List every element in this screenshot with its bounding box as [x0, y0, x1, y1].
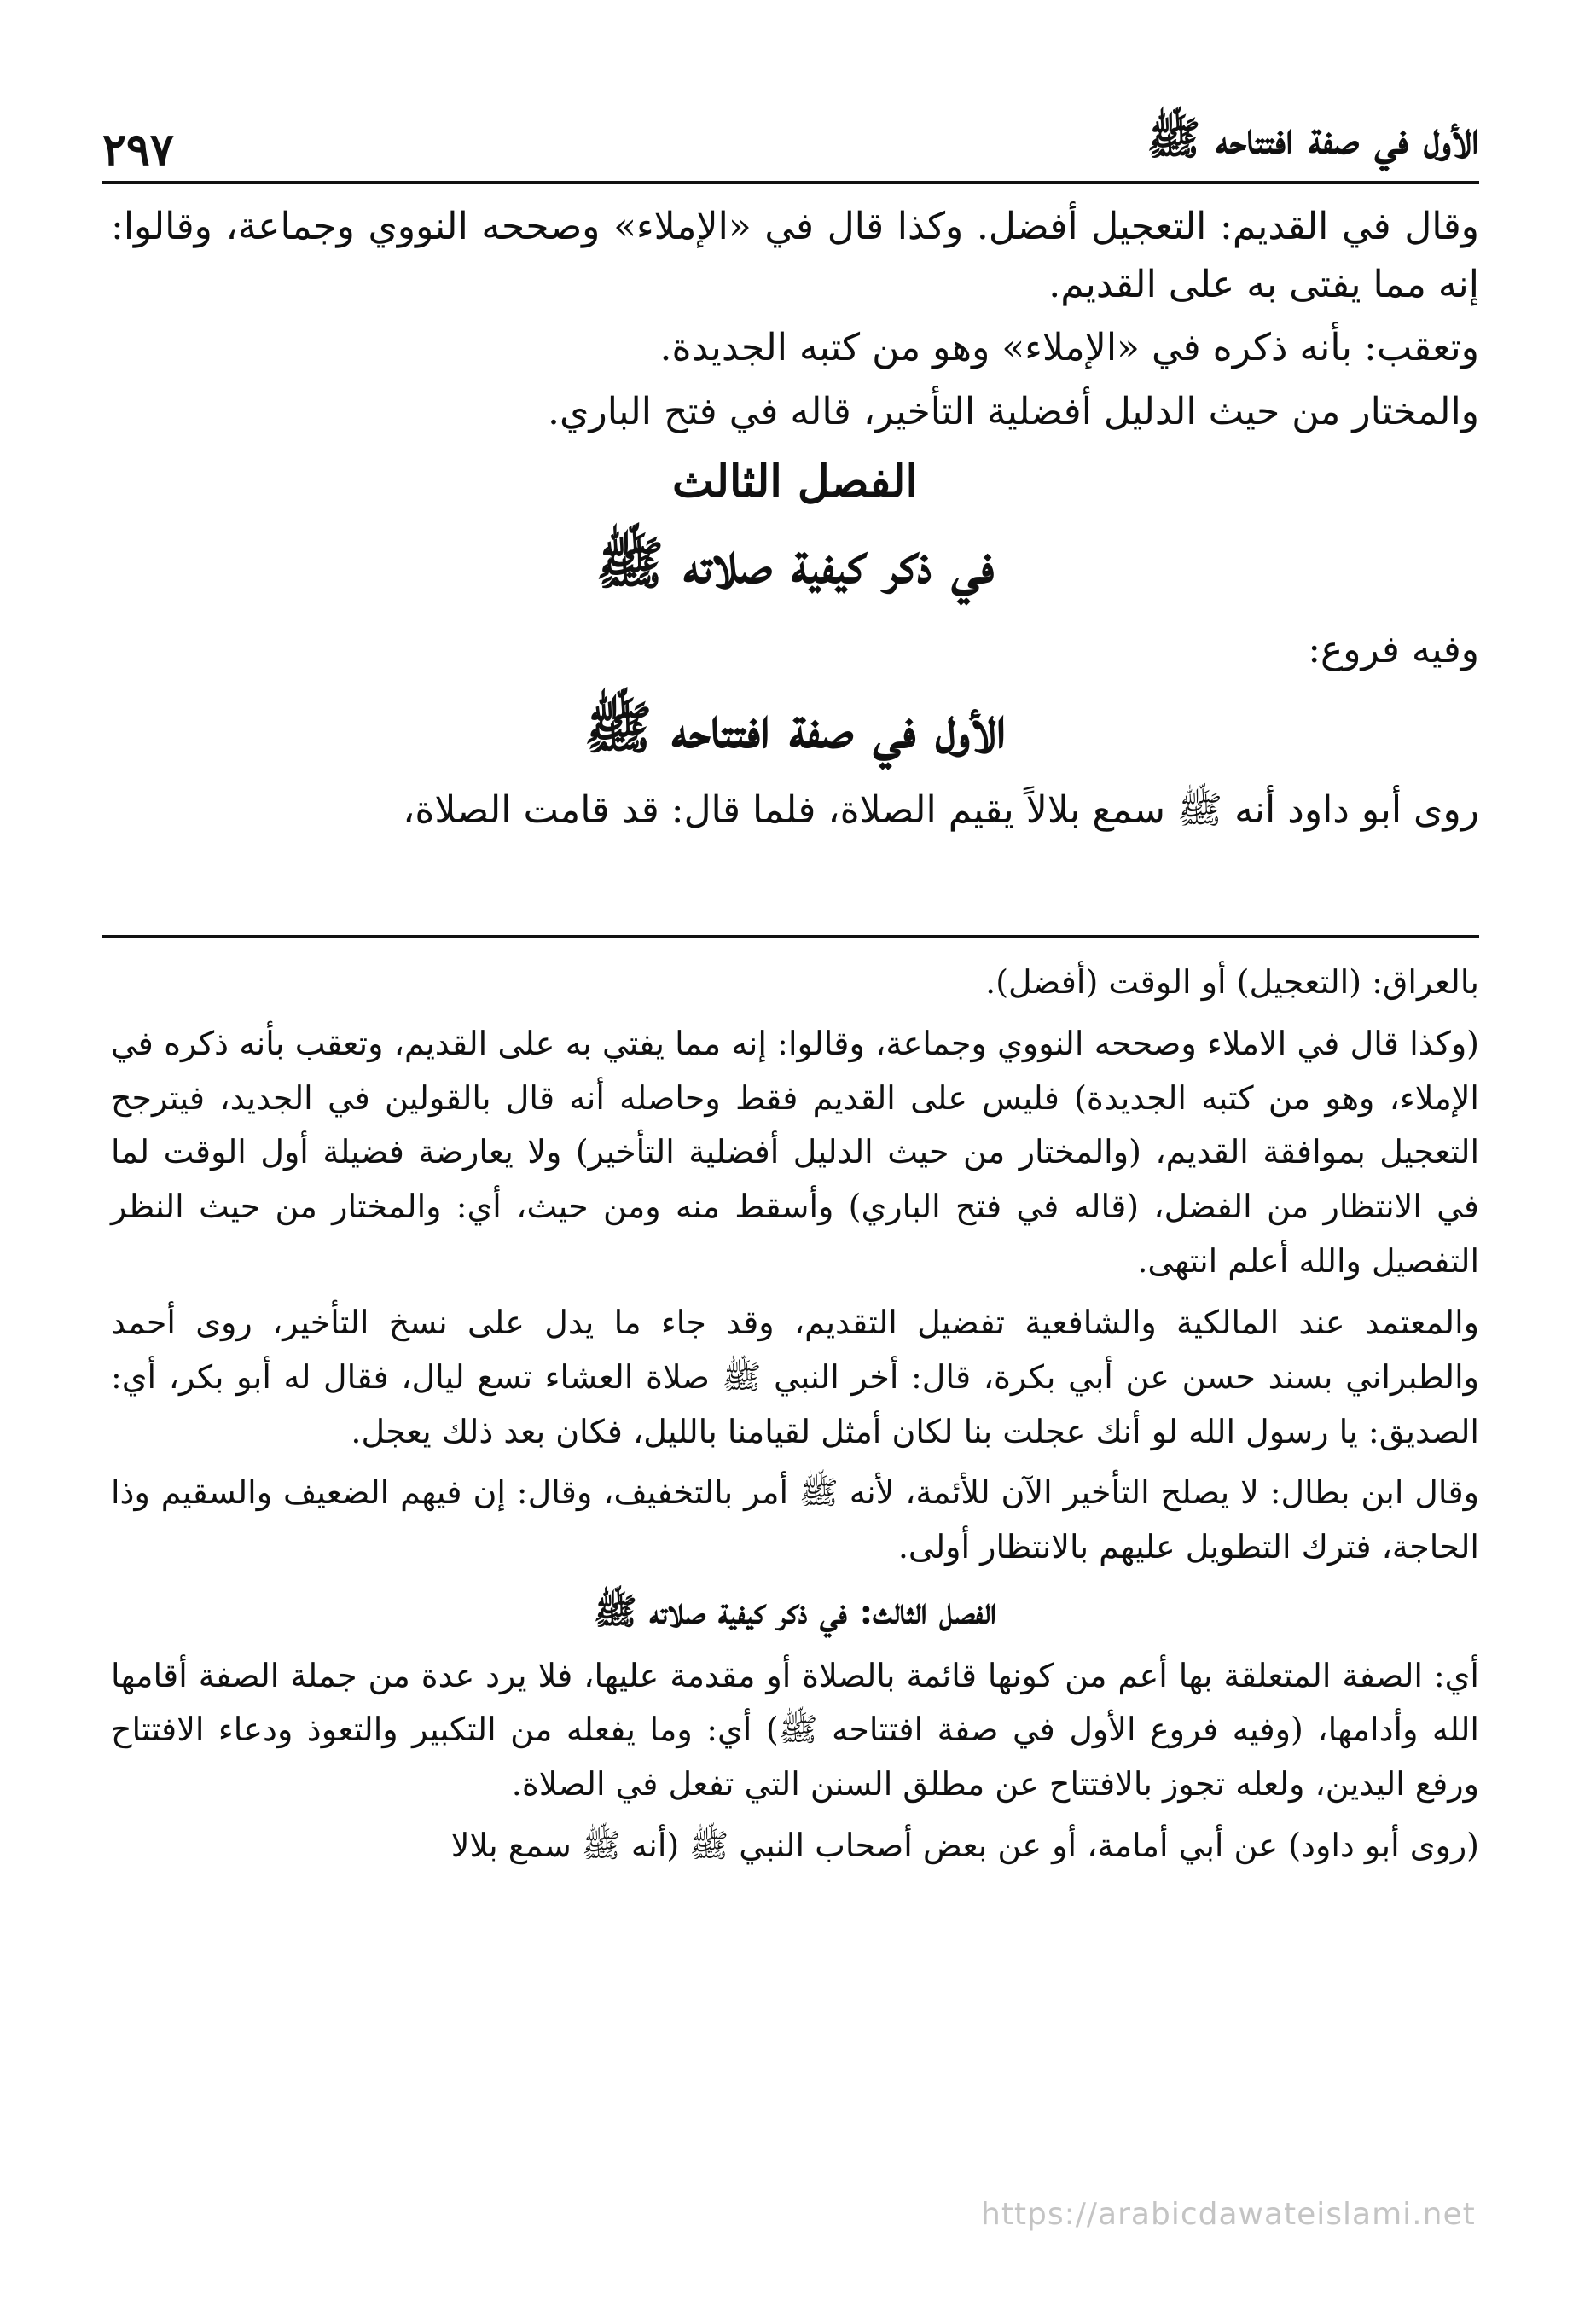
- page-header: [102, 94, 1479, 176]
- main-paragraph: والمختار من حيث الدليل أفضلية التأخير، قاله في فتح الباري.: [548, 389, 1479, 433]
- main-text: [111, 198, 1479, 845]
- page-number: ٢٩٧: [102, 124, 174, 176]
- commentary-paragraph: والمعتمد عند المالكية والشافعية تفضيل التقديم، وقد جاء ما يدل على نسخ التأخير، روى أحمد والطبراني بسند حسن عن أبي بكرة، قال: أخر النبي ﷺ صلاة العشاء تسع ليال، فقال له أبو بكر، أي: الصديق: يا رسول الله لو أنك عجلت بنا لكان أمثل لقيامنا بالليل، فكان بعد ذلك يعجل.: [111, 1303, 1479, 1450]
- chapter-subtitle: في ذكر كيفية صلاته ﷺ: [595, 530, 995, 597]
- commentary-paragraph: وقال ابن بطال: لا يصلح التأخير الآن للأئمة، لأنه ﷺ أمر بالتخفيف، وقال: إن فيهم الضعيف والسقيم وذا الحاجة، فترك التطويل عليهم بالانتظار أولى.: [111, 1473, 1479, 1566]
- main-paragraph: وتعقب: بأنه ذكره في «الإملاء» وهو من كتبه الجديدة.: [659, 326, 1479, 370]
- commentary-paragraph: أي: الصفة المتعلقة بها أعم من كونها قائمة بالصلاة أو مقدمة عليها، فلا يرد عدة من جملة الصفة أقامها الله وأدامها، (وفيه فروع الأول في صفة افتتاحه ﷺ) أي: وما يفعله من التكبير والتعوذ ودعاء الافتتاح ورفع اليدين، ولعله تجوز بالافتتاح عن مطلق السنن التي تفعل في الصلاة.: [111, 1656, 1479, 1804]
- commentary-text: [111, 956, 1479, 1880]
- section-heading: الأول في صفة افتتاحه ﷺ: [583, 694, 1007, 761]
- commentary-paragraph: (روى أبو داود) عن أبي أمامة، أو عن بعض أصحاب النبي ﷺ (أنه ﷺ سمع بلالا: [450, 1827, 1479, 1865]
- commentary-paragraph: (وكذا قال في الاملاء وصححه النووي وجماعة، وقالوا: إنه مما يفتي به على القديم، وتعقب بأنه ذكره في الإملاء، وهو من كتبه الجديدة) فليس على القديم فقط وحاصله أنه قال بالقولين في الجديد، فيترجح التعجيل بموافقة القديم، (والمختار من حيث الدليل أفضلية التأخير) ولا يعارضة فضيلة أول الوقت لما في الانتظار من الفضل، (قاله في فتح الباري) وأسقط منه ومن حيث، أي: والمختار من حيث النظر التفصيل والله أعلم انتهى.: [111, 1024, 1479, 1281]
- chapter-title: الفصل الثالث: [672, 455, 918, 508]
- running-head: الأول في صفة افتتاحه ﷺ: [1146, 113, 1479, 165]
- commentary-paragraph: بالعراق: (التعجيل) أو الوقت (أفضل).: [985, 963, 1479, 1001]
- watermark-url: https://arabicdawateislami.net: [981, 2197, 1476, 2232]
- separator-rule: [102, 935, 1479, 938]
- branches-intro: وفيه فروع:: [1308, 627, 1479, 671]
- main-paragraph: وقال في القديم: التعجيل أفضل. وكذا قال في «الإملاء» وصححه النووي وجماعة، وقالوا: إنه مما يفتى به على القديم.: [111, 205, 1479, 307]
- main-paragraph: روى أبو داود أنه ﷺ سمع بلالاً يقيم الصلاة، فلما قال: قد قامت الصلاة،: [403, 788, 1479, 833]
- header-rule: [102, 181, 1479, 184]
- commentary-heading: الفصل الثالث: في ذكر كيفية صلاته ﷺ: [594, 1590, 996, 1633]
